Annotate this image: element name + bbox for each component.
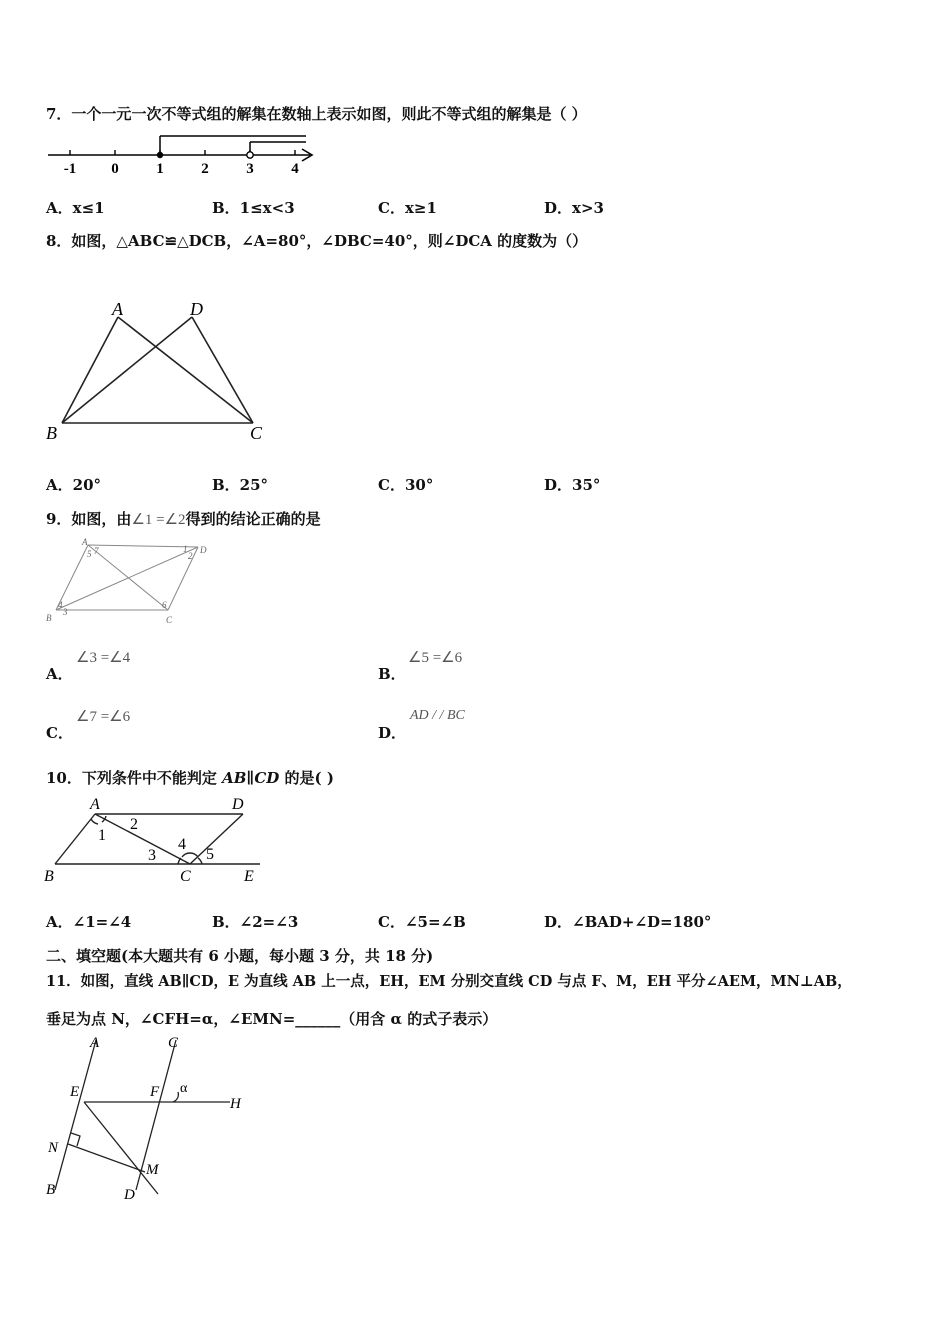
label-c: C [168,1035,179,1051]
label-f: F [150,1084,160,1100]
tick-label: -1 [63,161,77,177]
label-c: C [180,868,191,885]
label-d: D [190,299,203,319]
angle-4: 4 [58,600,63,610]
angle-1: 1 [98,827,106,844]
q9-figure [40,535,220,630]
q7-option-c[interactable]: C．x≥1 [378,199,437,217]
q9-option-a-formula: ∠3 =∠4 [76,650,131,666]
q8-option-b[interactable]: B．25° [212,476,269,494]
label-a: A [82,537,88,547]
option-letter: C． [46,724,73,742]
q11-line2: 垂足为点 N，∠CFH=α，∠EMN=______（用含 α 的式子表示） [46,1010,498,1028]
angle-7: 7 [94,546,99,556]
q9-option-b-formula: ∠5 =∠6 [408,650,463,666]
label-alpha: α [180,1081,188,1096]
q9-option-d-formula: AD / / BC [410,708,465,723]
q9-text-post: 得到的结论正确的是 [185,510,321,528]
angle-3: 3 [63,607,68,617]
label-a: A [90,1035,100,1051]
q9-option-a[interactable] [46,663,73,684]
q9-text-pre: 9．如图，由 [46,510,132,528]
q8-option-d[interactable]: D．35° [544,476,601,494]
label-b: B [44,868,54,885]
angle-6: 6 [162,600,167,610]
q10-text-formula: AB∥CD [222,769,280,787]
q10-option-b[interactable]: B．∠2=∠3 [212,913,299,931]
label-d: D [232,796,244,813]
section2-title: 二、填空题(本大题共有 6 小题，每小题 3 分，共 18 分) [46,947,434,965]
label-h: H [230,1096,241,1112]
label-e: E [244,868,254,885]
option-letter: D． [378,724,407,742]
label-d: D [124,1187,135,1203]
q10-text-pre: 10．下列条件中不能判定 [46,769,223,787]
q11-line1: 11．如图，直线 AB∥CD，E 为直线 AB 上一点，EH，EM 分别交直线 CD 与点 F、M，EH 平分∠AEM，MN⊥AB， [46,973,852,990]
q9-option-c[interactable] [46,722,73,743]
angle-1: 1 [183,544,188,554]
angle-4: 4 [178,836,186,853]
q9-option-d[interactable] [378,722,406,743]
label-b: B [46,423,57,443]
q10-text [46,767,334,788]
option-letter: B． [378,665,406,683]
option-letter: A． [46,665,73,683]
solid-point-1 [157,152,163,158]
q10-text-post: 的是( ) [279,769,334,787]
label-n: N [48,1140,59,1156]
tick-label: 2 [201,161,209,177]
angle-3: 3 [148,847,156,864]
tick-label: 1 [156,161,164,177]
tick-label: 0 [111,161,119,177]
angle-2: 2 [188,551,193,561]
label-e: E [70,1084,80,1100]
label-b: B [46,1182,56,1198]
q7-option-a[interactable]: A．x≤1 [46,199,105,217]
q7-option-d[interactable]: D．x>3 [544,199,604,217]
tick-label: 4 [291,161,299,177]
angle-5: 5 [206,846,214,863]
q9-text [46,508,321,529]
q10-option-c[interactable]: C．∠5=∠B [378,913,466,931]
label-b: B [46,613,52,623]
q11-figure [40,1032,260,1204]
q8-text: 8．如图，△ABC≌△DCB，∠A=80°，∠DBC=40°，则∠DCA 的度数为（） [46,232,588,250]
label-d: D [200,545,207,555]
open-point-3 [247,152,253,158]
q7-text: 7．一个一元一次不等式组的解集在数轴上表示如图，则此不等式组的解集是（ ） [46,105,587,123]
label-c: C [250,423,263,443]
q9-text-formula: ∠1 =∠2 [131,512,186,528]
q7-number-line [44,128,324,180]
label-a: A [112,299,123,319]
q10-option-d[interactable]: D．∠BAD+∠D=180° [544,913,712,931]
label-m: M [146,1162,159,1178]
q10-option-a[interactable]: A．∠1=∠4 [46,913,132,931]
q10-figure [40,792,270,887]
q9-option-c-formula: ∠7 =∠6 [76,709,131,725]
angle-2: 2 [130,816,138,833]
tick-label: 3 [246,161,254,177]
q8-figure [40,295,280,445]
q8-option-a[interactable]: A．20° [46,476,102,494]
label-a: A [90,796,100,813]
label-c: C [166,615,173,625]
q9-option-b[interactable] [378,663,406,684]
q8-option-c[interactable]: C．30° [378,476,434,494]
q7-option-b[interactable]: B．1≤x<3 [212,199,295,217]
angle-5: 5 [87,549,92,559]
